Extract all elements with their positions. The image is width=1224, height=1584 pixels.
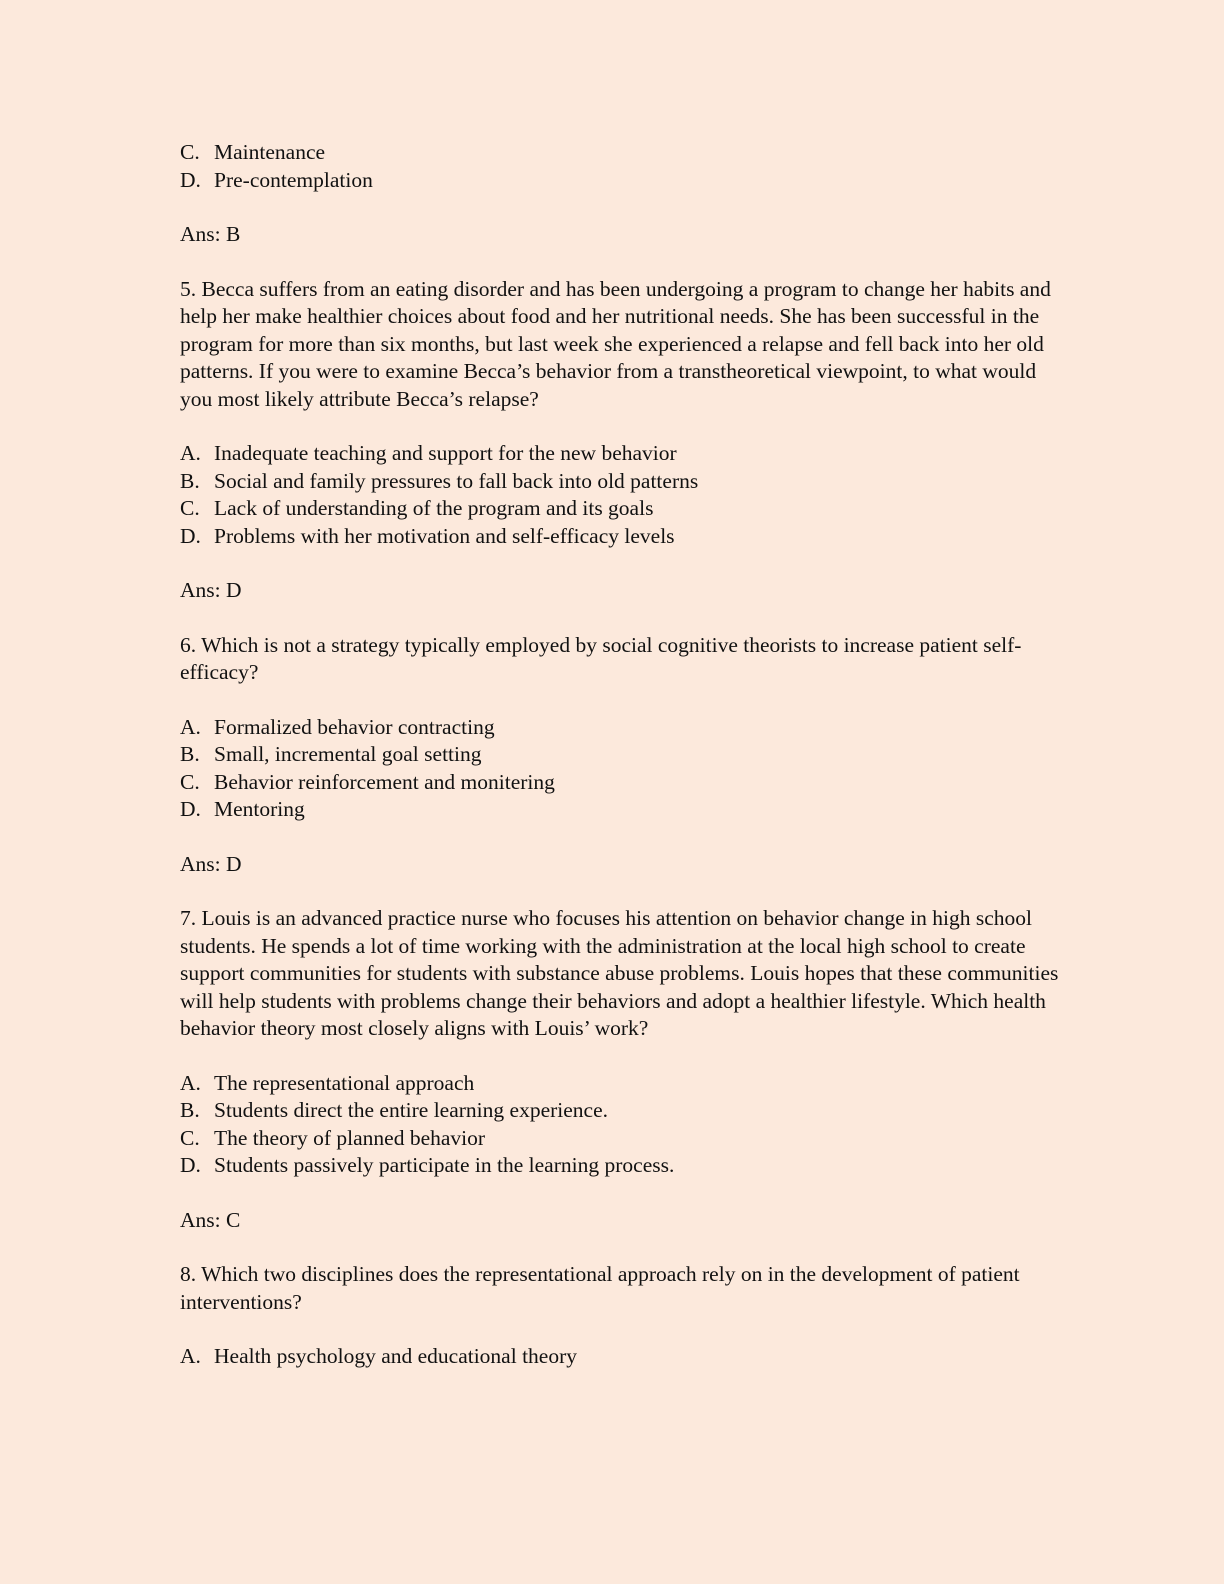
question-stem: 7. Louis is an advanced practice nurse who focuses his attention on behavior change in high school students. He spends a lot of time working with the administration at the local high school to create support communities for students with substance abuse problems. Louis hopes that these communities will help students with problems change their behaviors and adopt a healthier lifestyle. Which health behavior theory most closely aligns with Louis’ work?	[180, 906, 1059, 1040]
question-4-continued	[180, 139, 1080, 249]
question-7	[180, 905, 1080, 1234]
option-d: D. Problems with her motivation and self-efficacy levels	[180, 523, 675, 548]
question-8	[180, 1261, 1080, 1371]
option-a: A. The representational approach	[180, 1070, 475, 1095]
option-d: D. Pre-contemplation	[180, 167, 373, 192]
answer-line: Ans: B	[180, 222, 241, 246]
question-5	[180, 276, 1080, 605]
question-stem: 5. Becca suffers from an eating disorder and has been undergoing a program to change her habits and help her make healthier choices about food and her nutritional needs. She has been successful in the program for more than six months, but last week she experienced a relapse and fell back into her old patterns. If you were to examine Becca’s behavior from a transtheoretical viewpoint, to what would you most likely attribute Becca’s relapse?	[180, 276, 1051, 411]
question-6	[180, 632, 1080, 879]
answer-line: Ans: D	[180, 851, 242, 876]
option-b: B. Small, incremental goal setting	[180, 742, 482, 766]
question-stem: 8. Which two disciplines does the representational approach rely on in the development of patient interventions?	[180, 1262, 1020, 1314]
option-d: D. Mentoring	[180, 797, 305, 821]
question-stem: 6. Which is not a strategy typically employed by social cognitive theorists to increase patient self-efficacy?	[180, 632, 1022, 684]
option-d: D. Students passively participate in the learning process.	[180, 1153, 675, 1177]
option-a: A. Formalized behavior contracting	[180, 714, 495, 739]
option-b: B. Social and family pressures to fall back into old patterns	[180, 468, 699, 493]
option-c: C. The theory of planned behavior	[180, 1125, 486, 1150]
answer-line: Ans: C	[180, 1207, 241, 1232]
document-page	[180, 139, 1080, 1371]
option-b: B. Students direct the entire learning experience.	[180, 1098, 609, 1122]
answer-line: Ans: D	[180, 578, 242, 602]
option-c: C. Behavior reinforcement and monitering	[180, 769, 555, 794]
option-a: A. Health psychology and educational theory	[180, 1344, 578, 1368]
option-a: A. Inadequate teaching and support for the new behavior	[180, 441, 677, 465]
option-c: C. Lack of understanding of the program and its goals	[180, 496, 654, 520]
option-c: C. Maintenance	[180, 140, 326, 164]
